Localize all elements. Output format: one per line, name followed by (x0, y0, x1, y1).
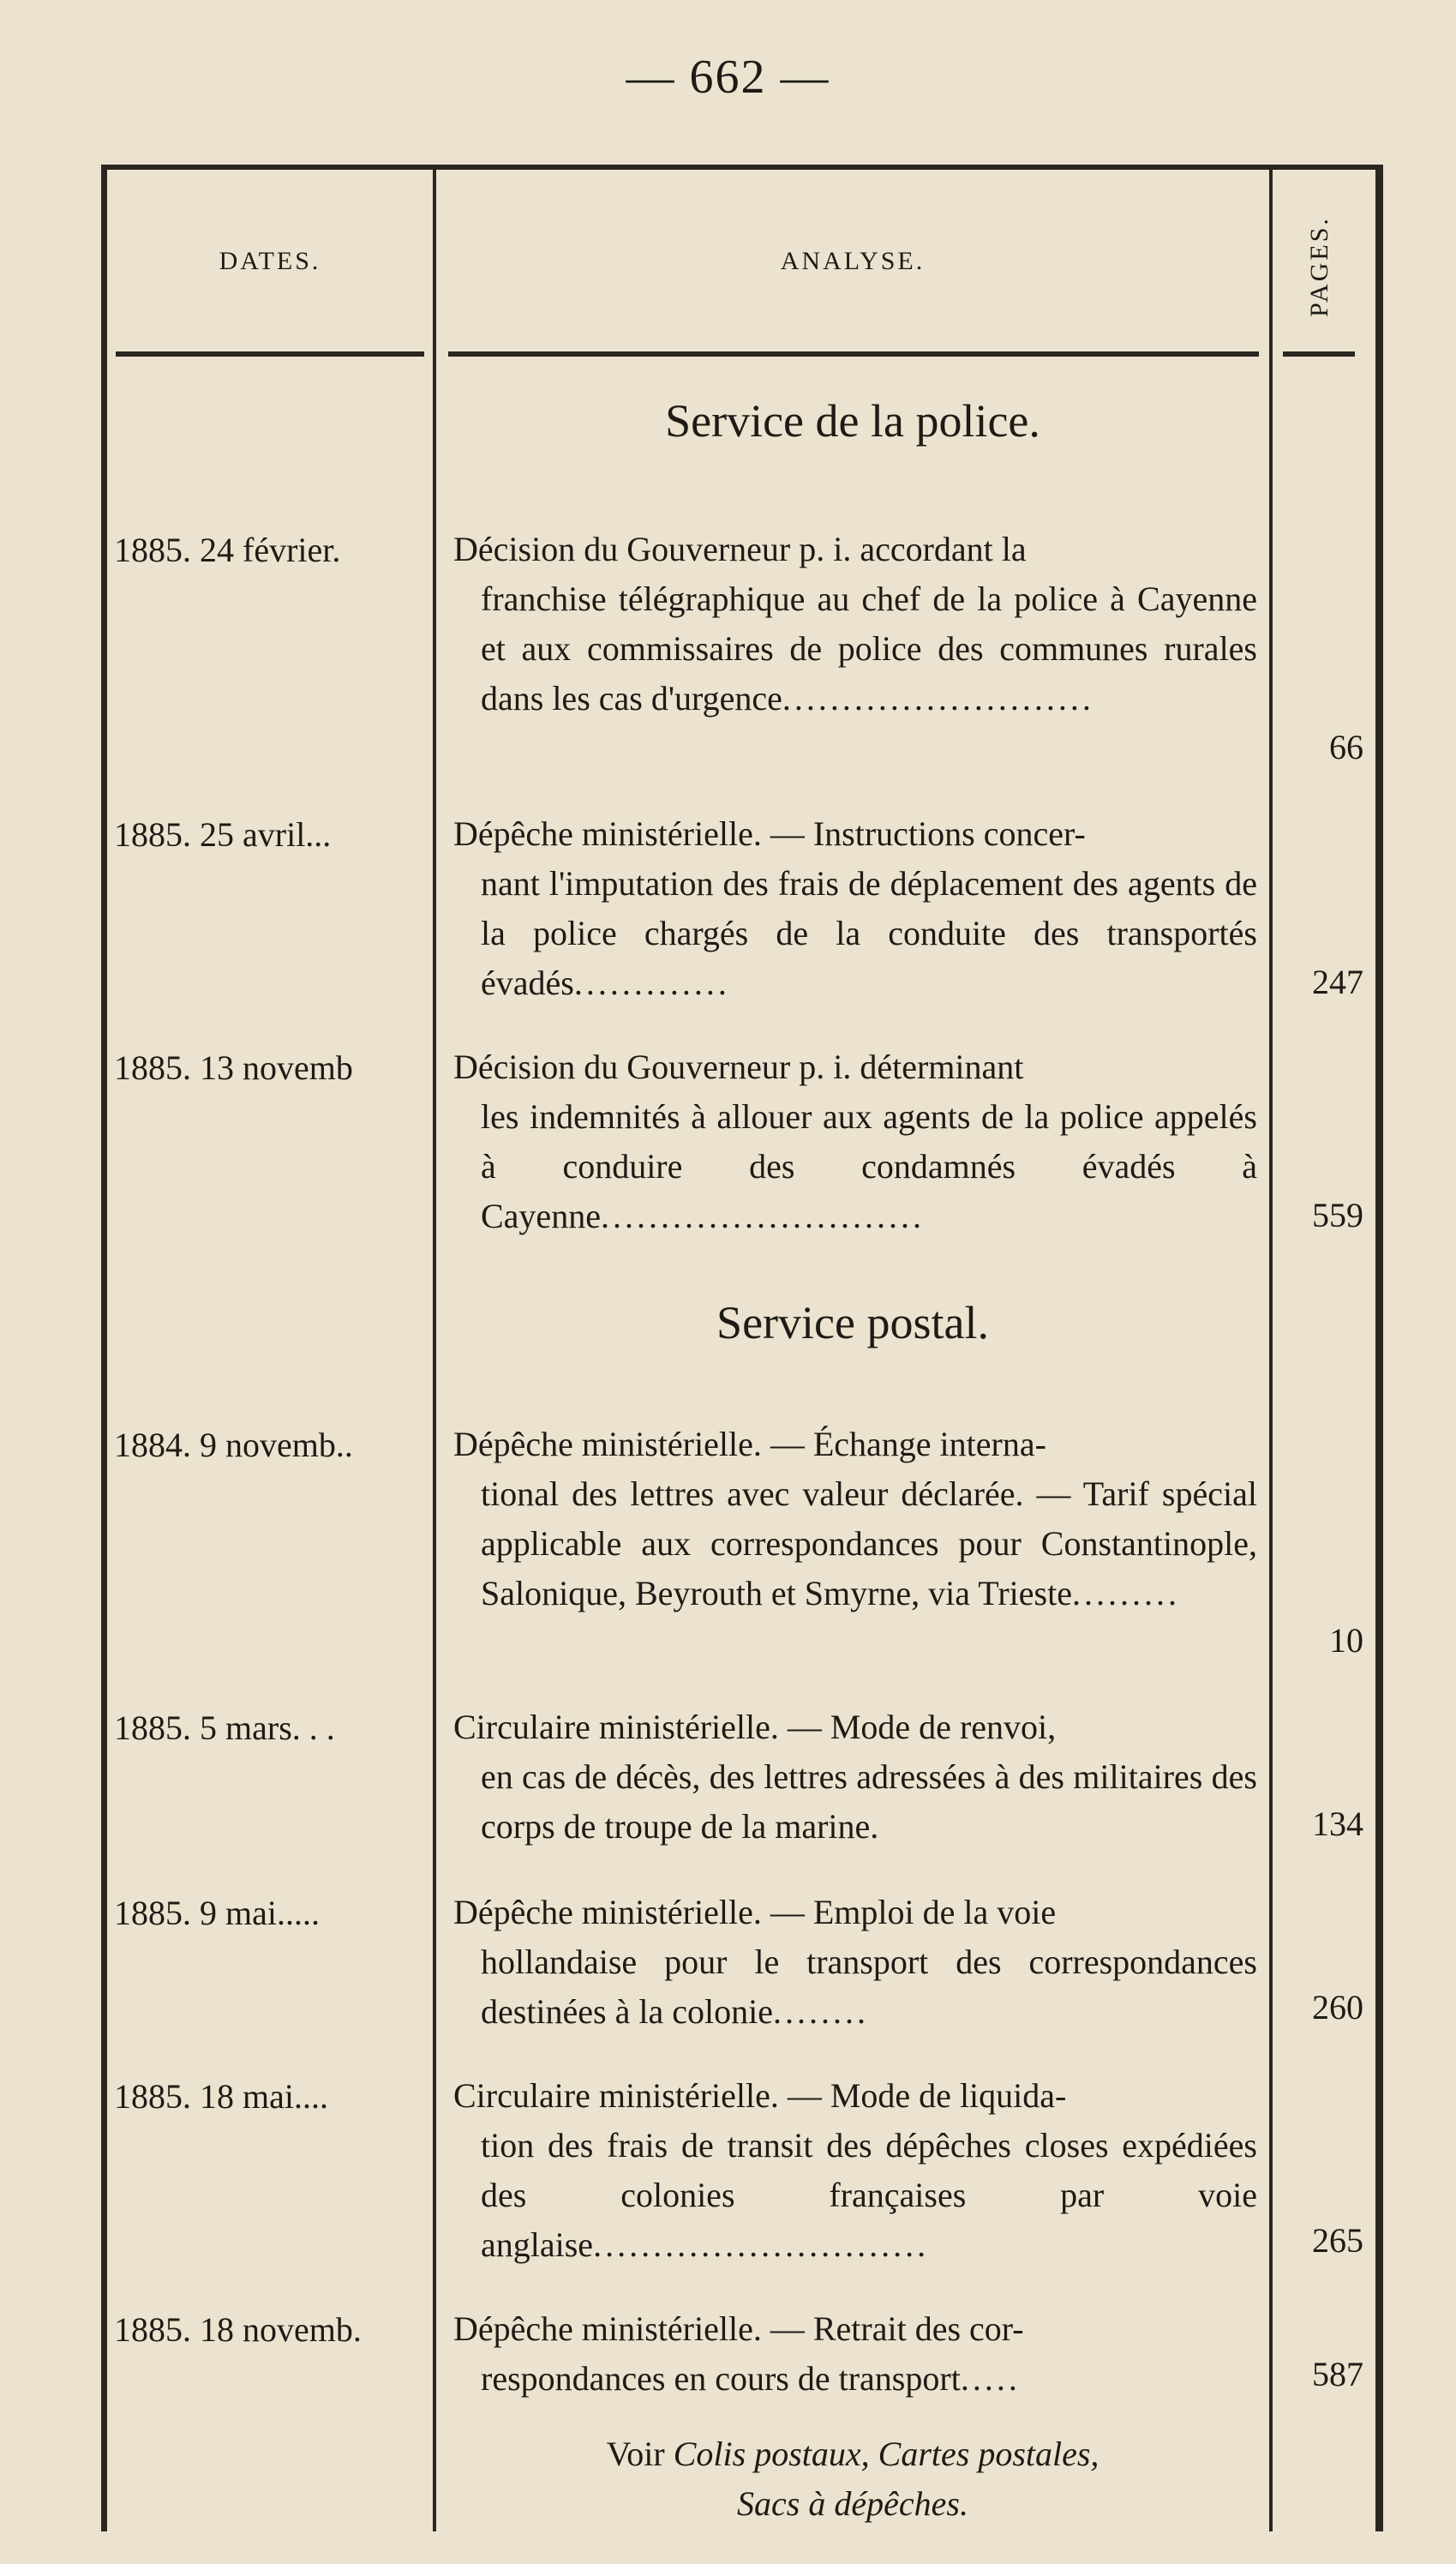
entry-date: 1885. 18 mai.... (114, 2077, 328, 2116)
entry-analysis: Circulaire ministérielle. — Mode de renvoi, en cas de décès, des lettres adressées à des militaires des corps de troupe de la marine. (453, 1708, 1257, 1846)
entry-analysis: Dépêche ministérielle. — Échange interna- tional des lettres avec valeur déclarée. — Tarif spécial applicable aux correspondances pour Constantinople, Salonique, Beyrouth et Smyrne, via Trieste......... (453, 1425, 1257, 1612)
entry-page: 559 (1312, 1196, 1363, 1234)
header-analyse: ANALYSE. (780, 247, 926, 275)
section-title: Service de la police. (665, 395, 1040, 447)
entry-page: 134 (1312, 1804, 1363, 1843)
page-number: — 662 — (626, 51, 830, 104)
entry-analysis: Décision du Gouverneur p. i. déterminant les indemnités à allouer aux agents de la police appelés à conduire des condamnés évadés à Cayenne........................... (453, 1048, 1257, 1235)
entry-analysis: Dépêche ministérielle. — Instructions concer- nant l'imputation des frais de déplacement des agents de la police chargés de la conduite des transportés évadés............. (453, 814, 1257, 1002)
entry-date: 1885. 24 février. (114, 531, 341, 569)
header-rule (116, 351, 424, 357)
entry-analysis: Décision du Gouverneur p. i. accordant la franchise télégraphique au chef de la police à Cayenne et aux commissaires de police des communes rurales dans les cas d'urgence.......................... (453, 530, 1257, 718)
entry-date: 1885. 13 novemb (114, 1048, 353, 1087)
section-title: Service postal. (716, 1297, 989, 1348)
entry-analysis: Dépêche ministérielle. — Retrait des cor- respondances en cours de transport..... (453, 2309, 1024, 2398)
entry-date: 1885. 18 novemb. (114, 2310, 362, 2349)
entry-page: 265 (1312, 2221, 1363, 2260)
see-also-note: Voir Colis postaux, Cartes postales, Sacs à dépêches. (606, 2435, 1099, 2523)
column-divider (1269, 170, 1273, 2531)
index-table (101, 165, 1383, 2531)
header-rule (448, 351, 1259, 357)
entry-analysis: Circulaire ministérielle. — Mode de liquida- tion des frais de transit des dépêches closes expédiées des colonies françaises par voie anglaise............................ (453, 2076, 1257, 2264)
entry-page: 260 (1312, 1988, 1363, 2027)
entry-date: 1884. 9 novemb.. (114, 1426, 353, 1464)
entry-analysis: Dépêche ministérielle. — Emploi de la voie hollandaise pour le transport des correspondances destinées à la colonie........ (453, 1893, 1257, 2031)
entry-page: 587 (1312, 2355, 1363, 2393)
entry-date: 1885. 9 mai..... (114, 1894, 320, 1932)
header-pages: PAGES. (1305, 216, 1333, 317)
entry-date: 1885. 25 avril... (114, 815, 332, 854)
entry-page: 10 (1329, 1621, 1363, 1660)
header-dates: DATES. (219, 247, 321, 275)
entry-page: 247 (1312, 963, 1363, 1001)
entry-page: 66 (1329, 728, 1363, 766)
column-divider (433, 170, 436, 2531)
header-rule (1283, 351, 1355, 357)
entry-date: 1885. 5 mars. . . (114, 1708, 335, 1747)
